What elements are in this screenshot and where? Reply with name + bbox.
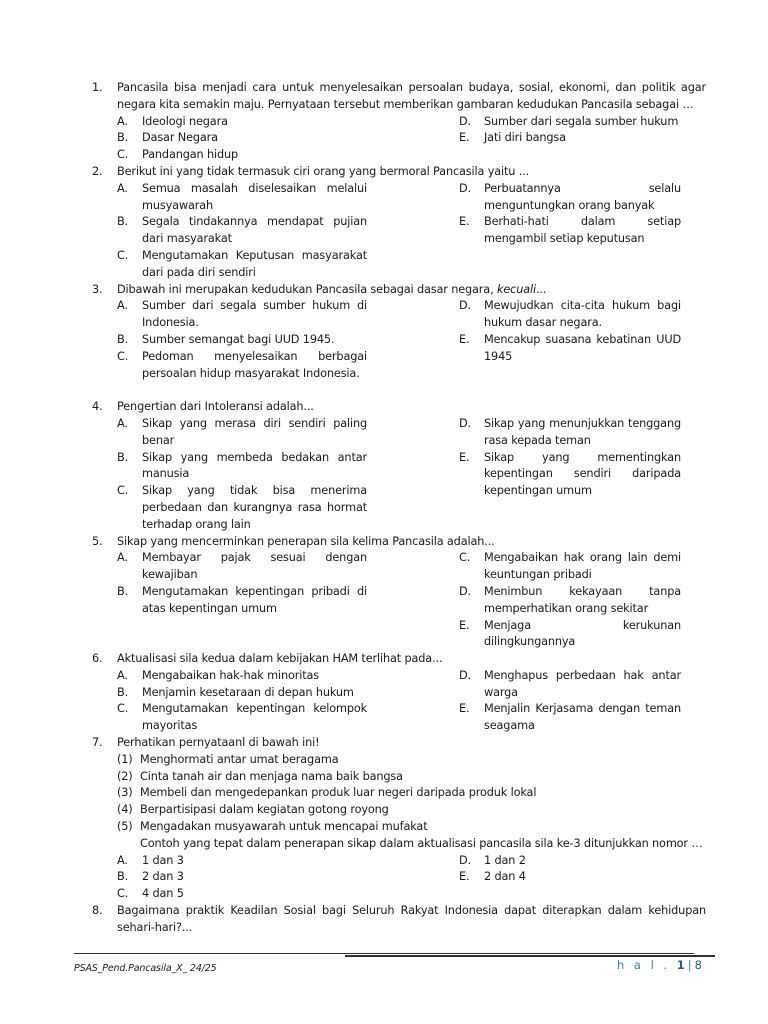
question-8 [92, 903, 706, 937]
option-a: A. Mengabaikan hak-hak minoritas [117, 668, 320, 682]
blank-line [92, 382, 706, 399]
option-b: B. Dasar Negara [117, 131, 218, 145]
option-d: D. Sumber dari segala sumber hukum [459, 114, 679, 128]
question-number: 7. [92, 736, 103, 750]
option-c: C. Mengutamakan Keputusan masyarakat dari pada diri sendiri [117, 248, 367, 279]
option-b: B. 2 dan 3 [117, 870, 184, 884]
option-d: D. Mewujudkan cita-cita hukum bagi hukum dasar negara. [459, 299, 681, 330]
question-text: Aktualisasi sila kedua dalam kebijakan HAM terlihat pada... [117, 652, 443, 666]
option-c: C. Pandangan hidup [117, 148, 239, 162]
option-a: A. Sumber dari segala sumber hukum di Indonesia. [117, 299, 367, 330]
option-a: A. 1 dan 3 [117, 853, 184, 867]
statement-item: (5) Mengadakan musyawarah untuk mencapai mufakat [117, 820, 428, 834]
statement-item: (1) Menghormati antar umat beragama [117, 752, 339, 766]
hal-label: h a l . [616, 958, 671, 972]
question-text: Dibawah ini merupakan kedudukan Pancasila sebagai dasar negara, kecuali... [117, 282, 547, 296]
page-total: 8 [694, 958, 702, 972]
question-text: Sikap yang mencerminkan penerapan sila kelima Pancasila adalah... [117, 534, 495, 548]
question-list [92, 80, 706, 937]
statement-list [117, 752, 706, 853]
page-number [617, 957, 702, 974]
option-e: E. Menjaga kerukunan dilingkungannya [459, 618, 681, 649]
emphasis-kecuali: kecuali [496, 282, 536, 296]
option-c: C. Mengutamakan kepentingan kelompok mayoritas [117, 702, 367, 733]
statement-prompt: Contoh yang tepat dalam penerapan sikap dalam aktualisasi pancasila sila ke-3 ditunjukkan nomor … [140, 836, 703, 850]
footer-doc-code: PSAS_Pend.Pancasila_X_ 24/25 [74, 963, 217, 974]
page-current: 1 [676, 958, 685, 972]
question-text: Perhatikan pernyataanl di bawah ini! [117, 736, 320, 750]
question-number: 1. [92, 81, 103, 94]
question-number: 2. [92, 164, 103, 178]
question-2 [92, 164, 706, 282]
option-d: D. 1 dan 2 [459, 853, 526, 867]
option-b: B. Sikap yang membeda bedakan antar manusia [117, 450, 367, 481]
question-text: Pancasila bisa menjadi cara untuk menyelesaikan persoalan budaya, sosial, ekonomi, dan politik agar negara kita semakin maju. Pernyataan tersebut memberikan gambaran kedudukan Pancasila sebagai … [117, 81, 706, 111]
question-text: Pengertian dari Intoleransi adalah... [117, 400, 314, 414]
option-c: C. Mengabaikan hak orang lain demi keuntungan pribadi [459, 551, 681, 582]
option-e: E. Berhati-hati dalam setiap mengambil setiap keputusan [459, 215, 681, 246]
option-c: C. Sikap yang tidak bisa menerima perbedaan dan kurangnya rasa hormat terhadap orang lain [117, 484, 367, 531]
option-d: D. Sikap yang menunjukkan tenggang rasa kepada teman [459, 416, 681, 447]
question-number: 4. [92, 400, 103, 414]
question-4 [92, 399, 706, 533]
question-1 [92, 80, 706, 164]
question-7 [92, 735, 706, 903]
question-3 [92, 282, 706, 400]
footer-divider [74, 953, 694, 954]
statement-item: (3) Membeli dan mengedepankan produk luar negeri daripada produk lokal [117, 786, 537, 800]
question-number: 6. [92, 652, 103, 666]
option-e: E. Jati diri bangsa [459, 131, 566, 145]
question-text: Berikut ini yang tidak termasuk ciri orang yang bermoral Pancasila yaitu ... [117, 164, 530, 178]
question-6 [92, 651, 706, 735]
option-a: A. Sikap yang merasa diri sendiri paling benar [117, 416, 367, 447]
option-c: C. Pedoman menyelesaikan berbagai persoalan hidup masyarakat Indonesia. [117, 349, 367, 380]
page-separator: | [687, 958, 692, 972]
option-a: A. Ideologi negara [117, 114, 228, 128]
option-c: C. 4 dan 5 [117, 887, 184, 901]
option-d: D. Menimbun kekayaan tanpa memperhatikan orang sekitar [459, 584, 681, 615]
statement-item: (4) Berpartisipasi dalam kegiatan gotong royong [117, 803, 389, 817]
option-b: B. Mengutamakan kepentingan pribadi di atas kepentingan umum [117, 584, 367, 615]
option-e: E. 2 dan 4 [459, 870, 526, 884]
option-a: A. Semua masalah diselesaikan melalui musyawarah [117, 181, 367, 212]
option-b: B. Segala tindakannya mendapat pujian dari masyarakat [117, 215, 367, 246]
option-d: D. Menghapus perbedaan hak antar warga [459, 668, 681, 699]
option-e: E. Mencakup suasana kebatinan UUD 1945 [459, 332, 681, 363]
option-e: E. Sikap yang mementingkan kepentingan sendiri daripada kepentingan umum [459, 450, 681, 498]
question-number: 3. [92, 282, 103, 296]
option-e: E. Menjalin Kerjasama dengan teman seagama [459, 702, 681, 733]
option-d: D. Perbuatannya selalu menguntungkan orang banyak [459, 181, 681, 212]
option-b: B. Sumber semangat bagi UUD 1945. [117, 332, 335, 346]
statement-item: (2) Cinta tanah air dan menjaga nama baik bangsa [117, 769, 403, 783]
option-a: A. Membayar pajak sesuai dengan kewajiban [117, 551, 367, 582]
question-text: Bagaimana praktik Keadilan Sosial bagi Seluruh Rakyat Indonesia dapat diterapkan dalam kehidupan sehari-hari?... [117, 904, 706, 934]
question-5 [92, 534, 706, 652]
question-number: 8. [92, 904, 103, 918]
question-number: 5. [92, 534, 103, 548]
option-b: B. Menjamin kesetaraan di depan hukum [117, 685, 354, 699]
